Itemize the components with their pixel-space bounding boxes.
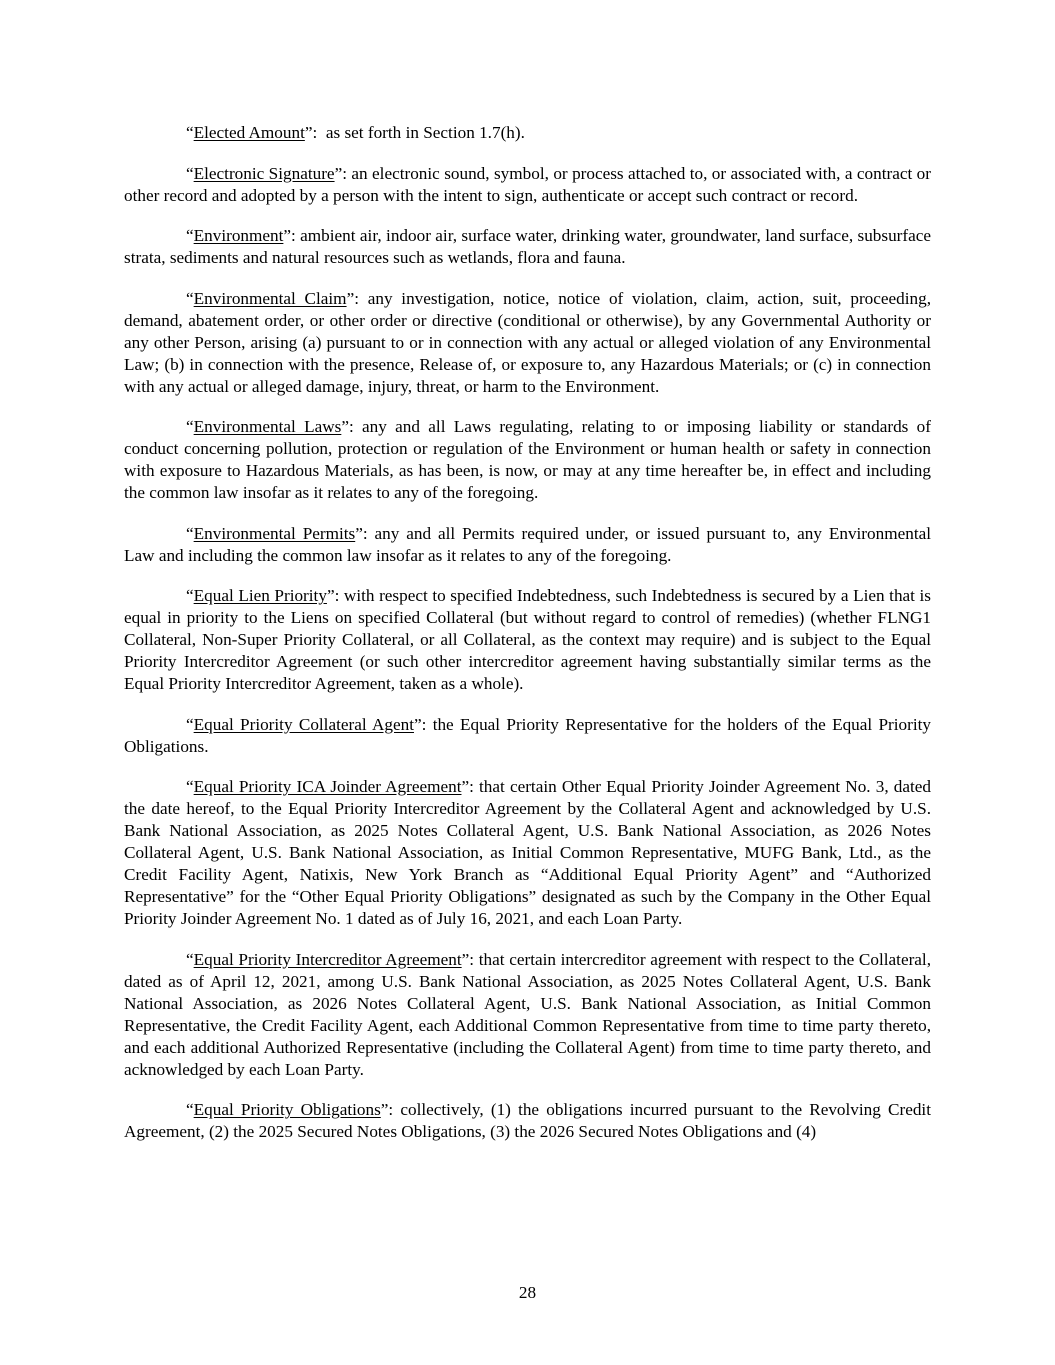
defined-term: Equal Priority Collateral Agent [193, 714, 414, 734]
defined-term: Electronic Signature [193, 163, 335, 183]
open-quote: “ [186, 523, 194, 543]
definition-body: ambient air, indoor air, surface water, drinking water, groundwater, land surface, subsurface strata, sediments and natural resources such as wetlands, flora and fauna. [124, 226, 931, 267]
open-quote: “ [186, 163, 194, 183]
defined-term: Environmental Permits [193, 523, 356, 543]
definition-body: any investigation, notice, notice of violation, claim, action, suit, proceeding, demand, abatement order, or other order or directive (conditional or otherwise), by any Governmental Authority or any other Person, arising (a) pursuant to or in connection with any actual or alleged violation of any Environmental Law; (b) in connection with the presence, Release of, or exposure to, any Hazardous Materials; or (c) in connection with any actual or alleged damage, injury, threat, or harm to the Environment. [124, 288, 931, 396]
document-page [124, 122, 931, 1162]
defined-term: Environmental Claim [193, 288, 347, 308]
definition-environmental-laws [124, 416, 931, 504]
open-quote: “ [186, 123, 194, 142]
close-quote: ”: [341, 417, 354, 436]
definition-body: that certain Other Equal Priority Joinder Agreement No. 3, dated the date hereof, to the Equal Priority Intercreditor Agreement by the Collateral Agent and acknowledged by U.S. Bank National Association, as 2025 Notes Collateral Agent, U.S. Bank National Association, as 2026 Notes Collateral Agent, U.S. Bank National Association, as Initial Common Representative, MUFG Bank, Ltd., as the Credit Facility Agent, Natixis, New York Branch as “Additional Equal Priority Agent” and “Authorized Representative” for the “Other Equal Priority Obligations” designated as such by the Company in the Other Equal Priority Joinder Agreement No. 1 dated as of July 16, 2021, and each Loan Party. [124, 777, 932, 928]
definition-environment [124, 225, 931, 269]
defined-term: Equal Priority ICA Joinder Agreement [193, 777, 462, 796]
open-quote: “ [186, 949, 194, 969]
definition-body: collectively, (1) the obligations incurred pursuant to the Revolving Credit Agreement, (2) the 2025 Secured Notes Obligations, (3) the 2026 Secured Notes Obligations and (4) [124, 1100, 931, 1141]
open-quote: “ [186, 226, 194, 245]
definition-body: any and all Laws regulating, relating to or imposing liability or standards of conduct concerning pollution, protection or regulation of the Environment or human health or safety in connection with exposure to Hazardous Materials, as has been, is now, or may at any time hereafter be, in effect and including the common law insofar as it relates to any of the foregoing. [124, 417, 931, 502]
definition-body: that certain intercreditor agreement with respect to the Collateral, dated as of April 12, 2021, among U.S. Bank National Association, as 2025 Notes Collateral Agent, U.S. Bank National Association, as 2026 Notes Collateral Agent, U.S. Bank National Association, as Initial Common Representative, the Credit Facility Agent, each Additional Common Representative from time to time party thereto, and each additional Authorized Representative (including the Collateral Agent) from time to time party thereto, and acknowledged by each Loan Party. [124, 949, 931, 1079]
definition-environmental-claim [124, 288, 931, 398]
definition-equal-priority-collateral-agent [124, 714, 931, 758]
open-quote: “ [186, 714, 194, 734]
open-quote: “ [186, 288, 194, 308]
open-quote: “ [186, 417, 194, 436]
defined-term: Equal Lien Priority [193, 586, 327, 605]
open-quote: “ [186, 1100, 194, 1119]
definition-equal-priority-obligations [124, 1099, 931, 1143]
close-quote: ”: [346, 288, 359, 308]
close-quote: ”: [461, 777, 474, 796]
close-quote: ”: [334, 163, 347, 183]
open-quote: “ [186, 777, 194, 796]
close-quote: ”: [304, 123, 318, 142]
definition-electronic-signature [124, 163, 931, 207]
definition-body: an electronic sound, symbol, or process attached to, or associated with, a contract or other record and adopted by a person with the intent to sign, authenticate or accept such contract or record. [124, 163, 931, 205]
definition-equal-priority-intercreditor-agreement [124, 949, 931, 1081]
defined-term: Environment [193, 226, 284, 245]
definition-body: any and all Permits required under, or issued pursuant to, any Environmental Law and including the common law insofar as it relates to any of the foregoing. [124, 523, 931, 565]
close-quote: ”: [355, 523, 368, 543]
defined-term: Equal Priority Obligations [193, 1100, 381, 1119]
definition-equal-priority-ica-joinder-agreement [124, 776, 931, 930]
defined-term: Elected Amount [193, 123, 305, 142]
defined-term: Environmental Laws [193, 417, 342, 436]
close-quote: ”: [283, 226, 296, 245]
definition-body: as set forth in Section 1.7(h). [317, 123, 525, 142]
definition-equal-lien-priority [124, 585, 931, 695]
definition-elected-amount [124, 122, 931, 144]
close-quote: ”: [380, 1100, 394, 1119]
definition-body: the Equal Priority Representative for the holders of the Equal Priority Obligations. [124, 714, 931, 756]
close-quote: ”: [413, 714, 427, 734]
open-quote: “ [186, 586, 194, 605]
page-number: 28 [518, 1283, 537, 1302]
defined-term: Equal Priority Intercreditor Agreement [193, 949, 462, 969]
definition-environmental-permits [124, 523, 931, 567]
close-quote: ”: [461, 949, 475, 969]
definition-body: with respect to specified Indebtedness, such Indebtedness is secured by a Lien that is equal in priority to the Liens on specified Collateral (but without regard to control of remedies) (whether FLNG1 Collateral, Non-Super Priority Collateral, or all Collateral, as the context may require) and is subject to the Equal Priority Intercreditor Agreement (or such other intercreditor agreement having substantially similar terms as the Equal Priority Intercreditor Agreement, taken as a whole). [124, 586, 931, 693]
close-quote: ”: [326, 586, 340, 605]
